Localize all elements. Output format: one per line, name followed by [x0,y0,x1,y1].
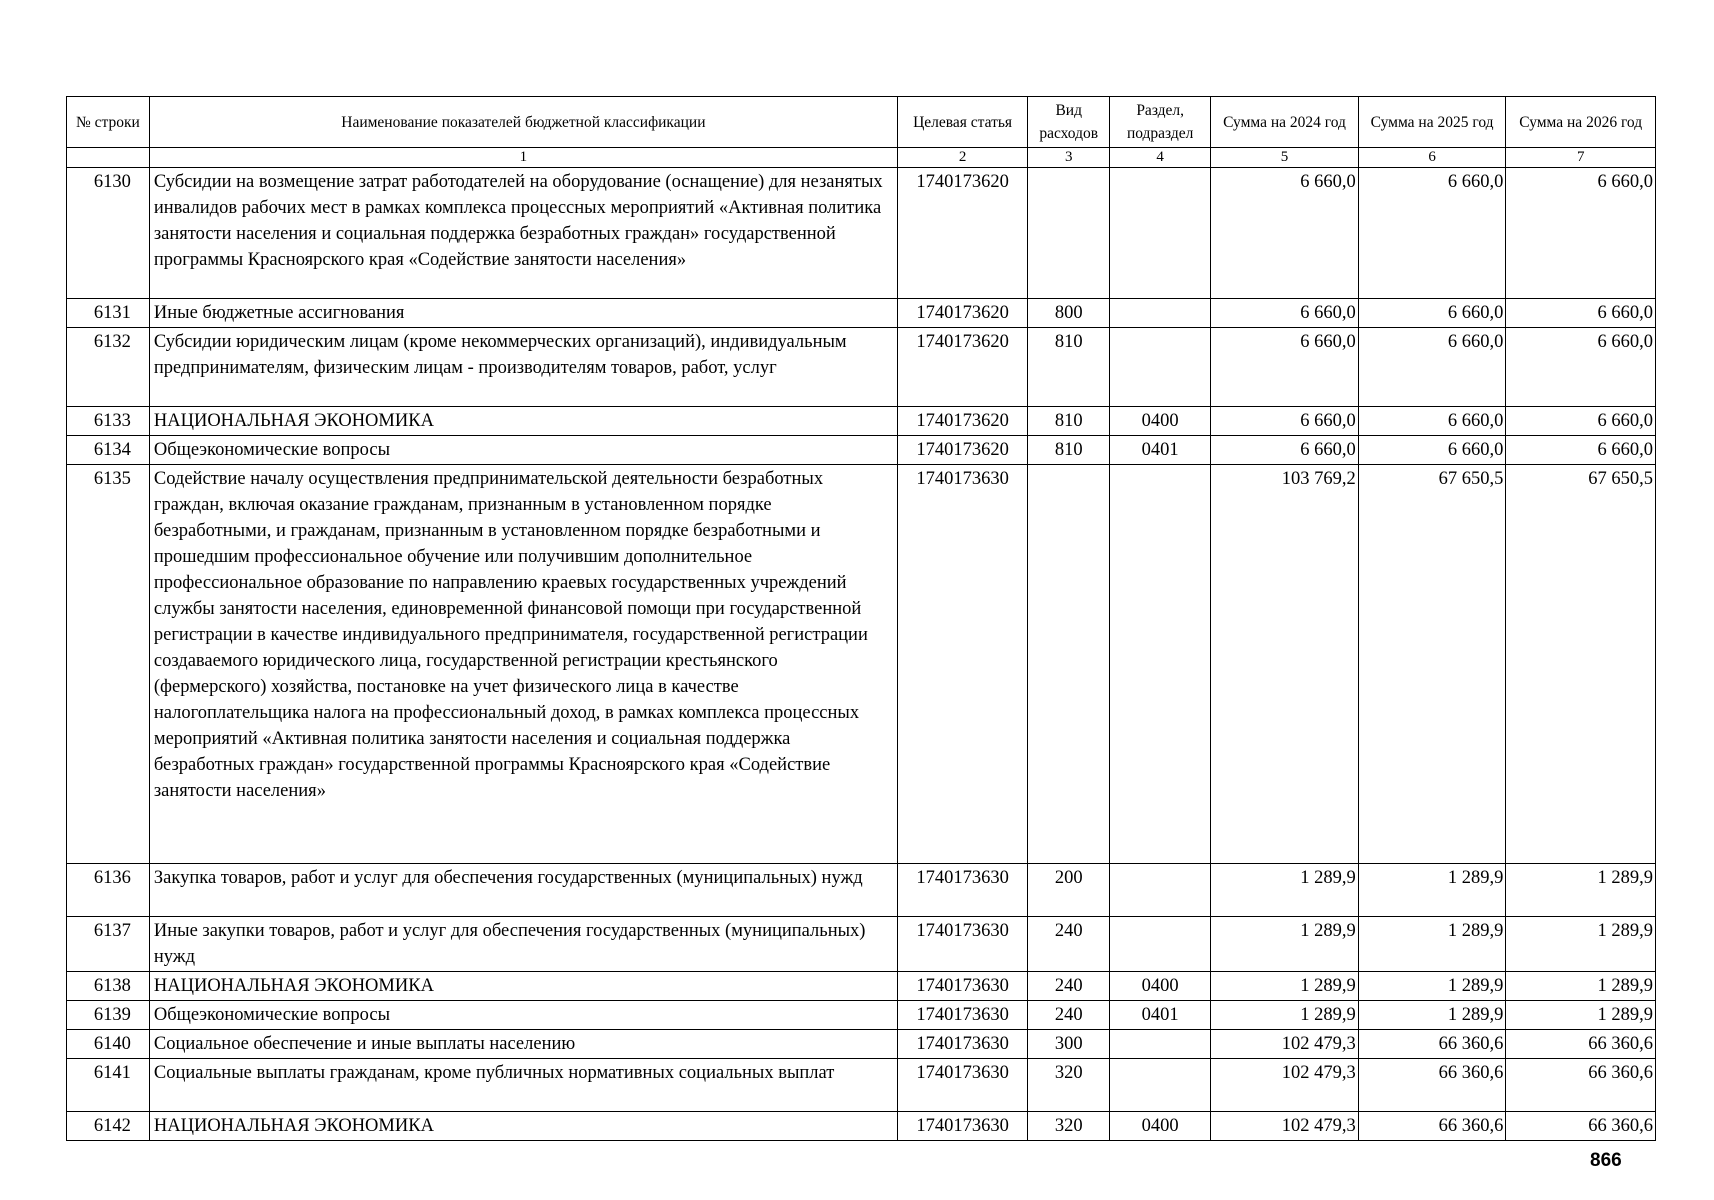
table-row [67,1030,1656,1059]
row-target: 1740173620 [897,328,1027,407]
table-row [67,1001,1656,1030]
row-name: Общеэкономические вопросы [149,436,897,465]
row-section [1110,864,1211,917]
row-sum-2024: 1 289,9 [1211,917,1359,972]
row-target: 1740173620 [897,168,1027,299]
budget-table [66,96,1656,1141]
row-expense-type: 240 [1028,972,1110,1001]
header-sum-2026: Сумма на 2026 год [1506,97,1656,148]
row-target: 1740173620 [897,299,1027,328]
row-number: 6138 [67,972,150,1001]
row-name: Содействие началу осуществления предпринимательской деятельности безработных граждан, включая оказание гражданам, признанным в установленном порядке безработными, и гражданам, признанным в установленном порядке безработными и прошедшим профессиональное обучение или получившим дополнительное профессиональное образование по направлению краевых государственных учреждений службы занятости населения, единовременной финансовой помощи при государственной регистрации в качестве индивидуального предпринимателя, государственной регистрации создаваемого юридического лица, государственной регистрации крестьянского (фермерского) хозяйства, постановке на учет физического лица в качестве налогоплательщика налога на профессиональный доход, в рамках комплекса процессных мероприятий «Активная политика занятости населения и социальная поддержка безработных граждан» государственной программы Красноярского края «Содействие занятости населения» [149,465,897,864]
row-sum-2025: 1 289,9 [1358,1001,1506,1030]
row-number: 6134 [67,436,150,465]
row-section [1110,1059,1211,1112]
row-expense-type [1028,168,1110,299]
row-sum-2024: 6 660,0 [1211,299,1359,328]
row-sum-2026: 6 660,0 [1506,328,1656,407]
row-number: 6137 [67,917,150,972]
row-sum-2025: 67 650,5 [1358,465,1506,864]
column-number [67,148,150,168]
row-section [1110,1030,1211,1059]
column-number: 5 [1211,148,1359,168]
row-sum-2025: 66 360,6 [1358,1030,1506,1059]
table-row [67,168,1656,299]
row-target: 1740173630 [897,972,1027,1001]
row-target: 1740173630 [897,1001,1027,1030]
row-sum-2026: 66 360,6 [1506,1030,1656,1059]
row-target: 1740173630 [897,864,1027,917]
row-sum-2024: 1 289,9 [1211,1001,1359,1030]
row-sum-2024: 102 479,3 [1211,1112,1359,1141]
table-header-row [67,97,1656,148]
column-number: 7 [1506,148,1656,168]
column-number: 1 [149,148,897,168]
row-number: 6133 [67,407,150,436]
header-sum-2024: Сумма на 2024 год [1211,97,1359,148]
row-sum-2026: 66 360,6 [1506,1112,1656,1141]
row-name: НАЦИОНАЛЬНАЯ ЭКОНОМИКА [149,972,897,1001]
row-number: 6135 [67,465,150,864]
row-sum-2026: 6 660,0 [1506,168,1656,299]
table-row [67,328,1656,407]
row-sum-2025: 66 360,6 [1358,1059,1506,1112]
row-expense-type: 200 [1028,864,1110,917]
row-name: Социальные выплаты гражданам, кроме публичных нормативных социальных выплат [149,1059,897,1112]
row-sum-2026: 6 660,0 [1506,407,1656,436]
row-expense-type: 810 [1028,407,1110,436]
row-name: Иные бюджетные ассигнования [149,299,897,328]
row-target: 1740173630 [897,1112,1027,1141]
header-name: Наименование показателей бюджетной классификации [149,97,897,148]
row-section: 0401 [1110,1001,1211,1030]
row-section [1110,465,1211,864]
row-expense-type: 800 [1028,299,1110,328]
row-number: 6131 [67,299,150,328]
row-number: 6139 [67,1001,150,1030]
row-expense-type: 300 [1028,1030,1110,1059]
column-number: 6 [1358,148,1506,168]
row-expense-type: 810 [1028,328,1110,407]
table-row [67,436,1656,465]
row-expense-type: 240 [1028,1001,1110,1030]
row-sum-2026: 6 660,0 [1506,436,1656,465]
header-target: Целевая статья [897,97,1027,148]
row-target: 1740173630 [897,1030,1027,1059]
row-number: 6140 [67,1030,150,1059]
row-name: Социальное обеспечение и иные выплаты населению [149,1030,897,1059]
column-number-row [67,148,1656,168]
row-section [1110,917,1211,972]
row-sum-2024: 1 289,9 [1211,972,1359,1001]
row-expense-type: 320 [1028,1059,1110,1112]
row-sum-2024: 6 660,0 [1211,407,1359,436]
row-sum-2024: 6 660,0 [1211,436,1359,465]
row-section [1110,168,1211,299]
table-row [67,864,1656,917]
row-name: НАЦИОНАЛЬНАЯ ЭКОНОМИКА [149,1112,897,1141]
table-row [67,407,1656,436]
row-number: 6136 [67,864,150,917]
row-sum-2025: 6 660,0 [1358,407,1506,436]
row-sum-2025: 6 660,0 [1358,436,1506,465]
row-sum-2026: 1 289,9 [1506,917,1656,972]
row-sum-2026: 6 660,0 [1506,299,1656,328]
row-sum-2025: 6 660,0 [1358,328,1506,407]
table-row [67,972,1656,1001]
row-expense-type: 320 [1028,1112,1110,1141]
table-row [67,1059,1656,1112]
row-sum-2026: 66 360,6 [1506,1059,1656,1112]
row-sum-2024: 102 479,3 [1211,1030,1359,1059]
header-expense-type: Вид расходов [1028,97,1110,148]
header-row-no: № строки [67,97,150,148]
row-sum-2025: 66 360,6 [1358,1112,1506,1141]
row-sum-2025: 1 289,9 [1358,864,1506,917]
row-name: НАЦИОНАЛЬНАЯ ЭКОНОМИКА [149,407,897,436]
table-row [67,917,1656,972]
row-sum-2026: 67 650,5 [1506,465,1656,864]
header-section: Раздел, подраздел [1110,97,1211,148]
table-row [67,465,1656,864]
column-number: 3 [1028,148,1110,168]
row-sum-2024: 6 660,0 [1211,328,1359,407]
header-sum-2025: Сумма на 2025 год [1358,97,1506,148]
row-sum-2025: 6 660,0 [1358,168,1506,299]
row-target: 1740173620 [897,407,1027,436]
row-number: 6142 [67,1112,150,1141]
row-sum-2024: 1 289,9 [1211,864,1359,917]
row-section [1110,299,1211,328]
row-expense-type [1028,465,1110,864]
row-section: 0401 [1110,436,1211,465]
row-sum-2026: 1 289,9 [1506,972,1656,1001]
row-target: 1740173630 [897,465,1027,864]
row-expense-type: 810 [1028,436,1110,465]
row-sum-2025: 1 289,9 [1358,917,1506,972]
row-section [1110,328,1211,407]
row-section: 0400 [1110,1112,1211,1141]
row-sum-2026: 1 289,9 [1506,1001,1656,1030]
row-name: Иные закупки товаров, работ и услуг для обеспечения государственных (муниципальных) нужд [149,917,897,972]
page-number: 866 [1590,1150,1622,1171]
row-sum-2024: 103 769,2 [1211,465,1359,864]
row-section: 0400 [1110,407,1211,436]
row-name: Закупка товаров, работ и услуг для обеспечения государственных (муниципальных) нужд [149,864,897,917]
row-sum-2025: 1 289,9 [1358,972,1506,1001]
row-name: Общеэкономические вопросы [149,1001,897,1030]
row-name: Субсидии юридическим лицам (кроме некоммерческих организаций), индивидуальным предпринимателям, физическим лицам - производителям товаров, работ, услуг [149,328,897,407]
table-row [67,1112,1656,1141]
row-section: 0400 [1110,972,1211,1001]
row-sum-2026: 1 289,9 [1506,864,1656,917]
row-sum-2024: 102 479,3 [1211,1059,1359,1112]
column-number: 2 [897,148,1027,168]
row-sum-2025: 6 660,0 [1358,299,1506,328]
column-number: 4 [1110,148,1211,168]
row-number: 6130 [67,168,150,299]
row-target: 1740173630 [897,917,1027,972]
table-row [67,299,1656,328]
row-expense-type: 240 [1028,917,1110,972]
row-number: 6141 [67,1059,150,1112]
row-name: Субсидии на возмещение затрат работодателей на оборудование (оснащение) для незанятых инвалидов рабочих мест в рамках комплекса процессных мероприятий «Активная политика занятости населения и социальная поддержка безработных граждан» государственной программы Красноярского края «Содействие занятости населения» [149,168,897,299]
row-number: 6132 [67,328,150,407]
row-sum-2024: 6 660,0 [1211,168,1359,299]
budget-table-sheet [66,96,1656,1141]
row-target: 1740173630 [897,1059,1027,1112]
row-target: 1740173620 [897,436,1027,465]
